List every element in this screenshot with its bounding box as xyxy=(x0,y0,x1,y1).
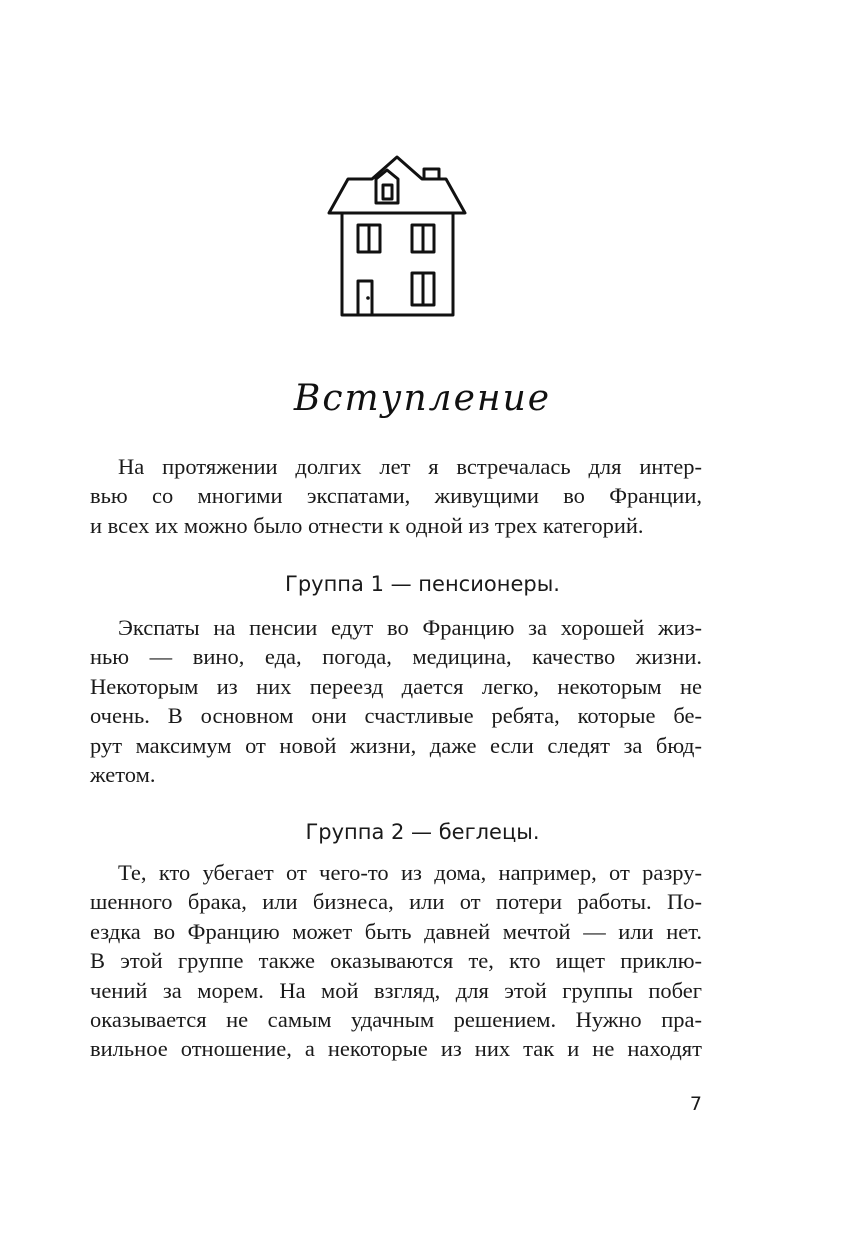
group2-paragraph xyxy=(90,858,702,1064)
group1-heading: Группа 1 — пенсионеры. xyxy=(285,572,560,596)
paragraph-line: жетом. xyxy=(90,762,156,788)
paragraph-line: оказывается не самым удачным решением. Нужно пра- xyxy=(90,1007,702,1033)
paragraph-line: В этой группе также оказываются те, кто ищет приклю- xyxy=(90,948,702,974)
paragraph-line: шенного брака, или бизнеса, или от потери работы. По- xyxy=(90,889,702,915)
paragraph-line: очень. В основном они счастливые ребята, которые бе- xyxy=(90,703,702,729)
paragraph-line: ездка во Францию может быть давней мечтой — или нет. xyxy=(90,918,702,944)
group1-paragraph xyxy=(90,613,702,789)
paragraph-line: чений за морем. На мой взгляд, для этой группы побег xyxy=(90,977,702,1003)
page-number: 7 xyxy=(689,1093,702,1115)
intro-paragraph xyxy=(90,452,702,540)
paragraph-line: Экспаты на пенсии едут во Францию за хорошей жиз- xyxy=(118,615,702,640)
paragraph-line: рут максимум от новой жизни, даже если следят за бюд- xyxy=(90,732,702,758)
group2-heading: Группа 2 — беглецы. xyxy=(305,820,540,844)
house-icon xyxy=(326,155,468,317)
paragraph-line: и всех их можно было отнести к одной из трех категорий. xyxy=(90,512,644,538)
paragraph-line: вью со многими экспатами, живущими во Франции, xyxy=(90,483,702,509)
paragraph-line: На протяжении долгих лет я встречалась для интер- xyxy=(118,454,702,479)
paragraph-line: вильное отношение, а некоторые из них так и не находят xyxy=(90,1036,702,1062)
paragraph-line: нью — вино, еда, погода, медицина, качество жизни. xyxy=(90,644,702,670)
paragraph-line: Те, кто убегает от чего-то из дома, например, от разру- xyxy=(118,860,702,885)
chapter-title: Вступление xyxy=(293,378,552,419)
paragraph-line: Некоторым из них переезд дается легко, некоторым не xyxy=(90,673,702,699)
